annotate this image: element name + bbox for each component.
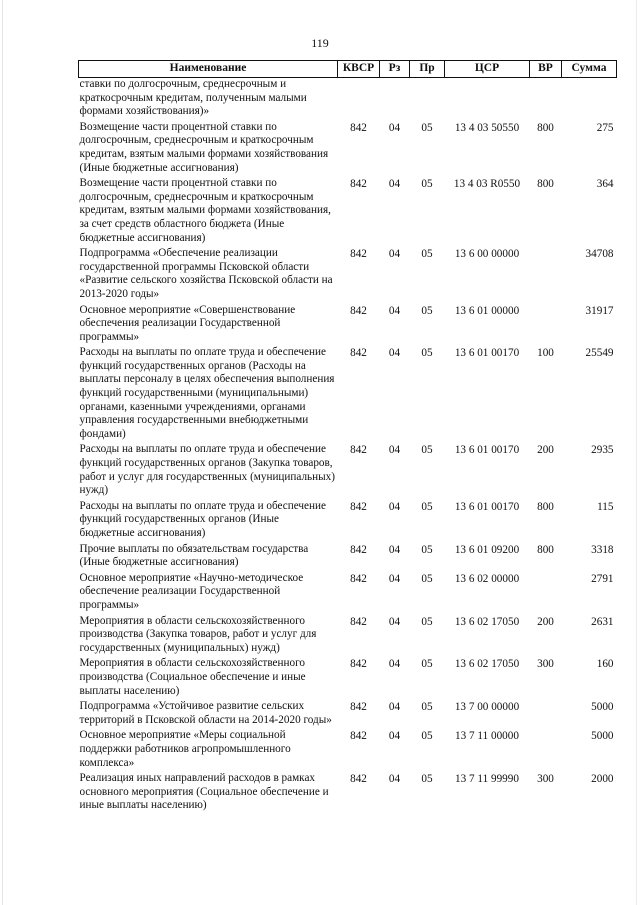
row-kvsr: 842: [350, 543, 367, 556]
table-row: [79, 700, 617, 729]
row-name: Расходы на выплаты по оплате труда и обеспечение функций государственных органов (Расходы на выплаты персоналу в целях обеспечения выполнения функций государственными (муниципальными) органами, казенными учреждениями, органами управления государственными внебюджетными фондами): [79, 346, 335, 440]
row-kvsr: 842: [350, 572, 367, 585]
row-rz: 04: [388, 248, 401, 261]
row-sum: 5000: [591, 701, 614, 714]
header-kvsr: КВСР: [338, 61, 380, 78]
row-sum: 5000: [591, 730, 614, 743]
row-kvsr: [338, 78, 380, 121]
table-row: [79, 729, 617, 772]
row-pr: 05: [421, 543, 433, 556]
row-pr: 05: [421, 444, 433, 457]
row-vr: 800: [537, 121, 554, 134]
row-pr: 05: [421, 178, 433, 191]
row-csr: 13 6 01 00170: [454, 444, 520, 457]
row-sum: 25549: [585, 347, 614, 360]
row-pr: 05: [421, 248, 433, 261]
header-rz: Рз: [380, 61, 410, 78]
budget-table: [78, 60, 617, 815]
row-csr: 13 6 01 00000: [454, 304, 520, 317]
row-rz: 04: [388, 121, 401, 134]
header-vr: ВР: [530, 61, 562, 78]
table-row: [79, 500, 617, 543]
row-name: Расходы на выплаты по оплате труда и обеспечение функций государственных органов (Иные бюджетные ассигнования): [79, 499, 326, 539]
row-name: Подпрограмма «Устойчивое развитие сельских территорий в Псковской области на 2014-2020 годы»: [79, 700, 332, 726]
row-name: Возмещение части процентной ставки по долгосрочным, среднесрочным и краткосрочным кредитам, взятым малыми формами хозяйствования, за счет средств областного бюджета (Иные бюджетные ассигнования): [79, 177, 331, 244]
table-row: [79, 543, 617, 572]
row-rz: 04: [388, 730, 401, 743]
row-kvsr: 842: [350, 248, 367, 261]
row-name: Мероприятия в области сельскохозяйственного производства (Социальное обеспечение и иные выплаты населению): [79, 657, 306, 697]
row-name: Основное мероприятие «Меры социальной поддержки работников агропромышленного комплекса»: [79, 729, 291, 769]
table-row: [79, 615, 617, 658]
row-kvsr: 842: [350, 701, 367, 714]
row-vr: [530, 729, 562, 772]
row-sum: 2791: [591, 572, 614, 585]
row-pr: 05: [421, 730, 433, 743]
row-rz: 04: [388, 615, 401, 628]
row-pr: [410, 78, 445, 121]
row-rz: 04: [388, 178, 401, 191]
row-rz: 04: [388, 304, 401, 317]
header-sum: Сумма: [562, 61, 617, 78]
row-kvsr: 842: [350, 773, 367, 786]
row-kvsr: 842: [350, 615, 367, 628]
row-csr: 13 6 01 00170: [454, 500, 520, 513]
row-rz: 04: [388, 500, 401, 513]
row-pr: 05: [421, 347, 433, 360]
row-vr: [530, 572, 562, 615]
row-sum: [562, 78, 617, 121]
row-kvsr: 842: [350, 658, 367, 671]
row-name: Основное мероприятие «Научно-методическое обеспечение реализации Государственной программы»: [79, 571, 304, 611]
table-row: [79, 121, 617, 177]
row-vr: 800: [537, 543, 554, 556]
row-sum: 3318: [591, 543, 614, 556]
row-sum: 2631: [591, 615, 614, 628]
row-name: Основное мероприятие «Совершенствование обеспечения реализации Государственной программы»: [79, 303, 296, 343]
row-csr: 13 6 01 00170: [454, 347, 520, 360]
scan-edge-left: [2, 0, 3, 905]
row-rz: 04: [388, 543, 401, 556]
table-row: [79, 772, 617, 815]
row-csr: 13 6 02 00000: [454, 572, 520, 585]
row-kvsr: 842: [350, 444, 367, 457]
table-row: [79, 78, 617, 121]
row-pr: 05: [421, 500, 433, 513]
row-name: Прочие выплаты по обязательствам государства (Иные бюджетные ассигнования): [79, 542, 309, 569]
row-kvsr: 842: [350, 178, 367, 191]
row-name: ставки по долгосрочным, среднесрочным и краткосрочным кредитам, полученным малыми формами хозяйствования)»: [79, 78, 307, 118]
row-pr: 05: [421, 572, 433, 585]
row-name: Мероприятия в области сельскохозяйственного производства (Закупка товаров, работ и услуг для государственных (муниципальных) нужд): [79, 614, 317, 654]
row-pr: 05: [421, 701, 433, 714]
row-csr: 13 6 02 17050: [454, 615, 520, 628]
row-sum: 2935: [591, 444, 614, 457]
page-number: 119: [311, 36, 329, 50]
table-row: [79, 304, 617, 347]
row-vr: 300: [537, 773, 554, 786]
row-vr: 300: [537, 658, 554, 671]
row-name: Расходы на выплаты по оплате труда и обеспечение функций государственных органов (Закупка товаров, работ и услуг для государственных (муниципальных) нужд): [79, 443, 335, 497]
row-kvsr: 842: [350, 500, 367, 513]
row-vr: 200: [537, 444, 554, 457]
header-pr: Пр: [410, 61, 445, 78]
row-sum: 364: [596, 178, 614, 191]
row-sum: 160: [596, 658, 614, 671]
table-row: [79, 443, 617, 499]
table-header-row: [79, 61, 617, 78]
row-vr: 800: [537, 500, 554, 513]
row-pr: 05: [421, 615, 433, 628]
row-name: Подпрограмма «Обеспечение реализации государственной программы Псковской области «Развитие сельского хозяйства Псковской области на 2013-2020 годы»: [79, 247, 333, 300]
row-sum: 31917: [585, 304, 614, 317]
row-rz: [380, 78, 410, 121]
row-csr: 13 7 11 00000: [455, 730, 519, 743]
row-vr: [530, 247, 562, 303]
row-rz: 04: [388, 572, 401, 585]
row-csr: 13 4 03 50550: [454, 121, 520, 134]
row-vr: 100: [537, 347, 554, 360]
table-row: [79, 572, 617, 615]
header-name: Наименование: [79, 61, 338, 78]
row-rz: 04: [388, 773, 401, 786]
row-vr: [530, 304, 562, 347]
row-name: Реализация иных направлений расходов в рамках основного мероприятия (Социальное обеспечение и иные выплаты населению): [79, 772, 329, 812]
row-vr: [530, 78, 562, 121]
row-csr: 13 7 11 99990: [455, 773, 519, 786]
row-pr: 05: [421, 658, 433, 671]
row-kvsr: 842: [350, 121, 367, 134]
row-rz: 04: [388, 658, 401, 671]
row-rz: 04: [388, 347, 401, 360]
row-pr: 05: [421, 773, 433, 786]
row-rz: 04: [388, 444, 401, 457]
row-csr: 13 6 01 09200: [454, 543, 520, 556]
row-csr: 13 6 02 17050: [454, 658, 520, 671]
row-vr: 800: [537, 178, 554, 191]
row-sum: 2000: [591, 773, 614, 786]
row-rz: 04: [388, 701, 401, 714]
row-csr: 13 7 00 00000: [454, 701, 520, 714]
row-csr: [445, 78, 530, 121]
row-pr: 05: [421, 121, 433, 134]
header-csr: ЦСР: [445, 61, 530, 78]
row-sum: 115: [597, 500, 614, 513]
row-csr: 13 4 03 R0550: [453, 178, 521, 191]
row-kvsr: 842: [350, 347, 367, 360]
row-csr: 13 6 00 00000: [454, 248, 520, 261]
scan-edge-right: [636, 0, 637, 905]
table-row: [79, 346, 617, 443]
row-kvsr: 842: [350, 304, 367, 317]
row-vr: [530, 700, 562, 729]
row-vr: 200: [537, 615, 554, 628]
row-kvsr: 842: [350, 730, 367, 743]
row-pr: 05: [421, 304, 433, 317]
row-name: Возмещение части процентной ставки по долгосрочным, среднесрочным и краткосрочным кредитам, взятым малыми формами хозяйствования (Иные бюджетные ассигнования): [79, 120, 329, 174]
row-sum: 34708: [585, 248, 614, 261]
table-row: [79, 247, 617, 303]
table-row: [79, 657, 617, 700]
table-row: [79, 177, 617, 247]
row-sum: 275: [596, 121, 614, 134]
